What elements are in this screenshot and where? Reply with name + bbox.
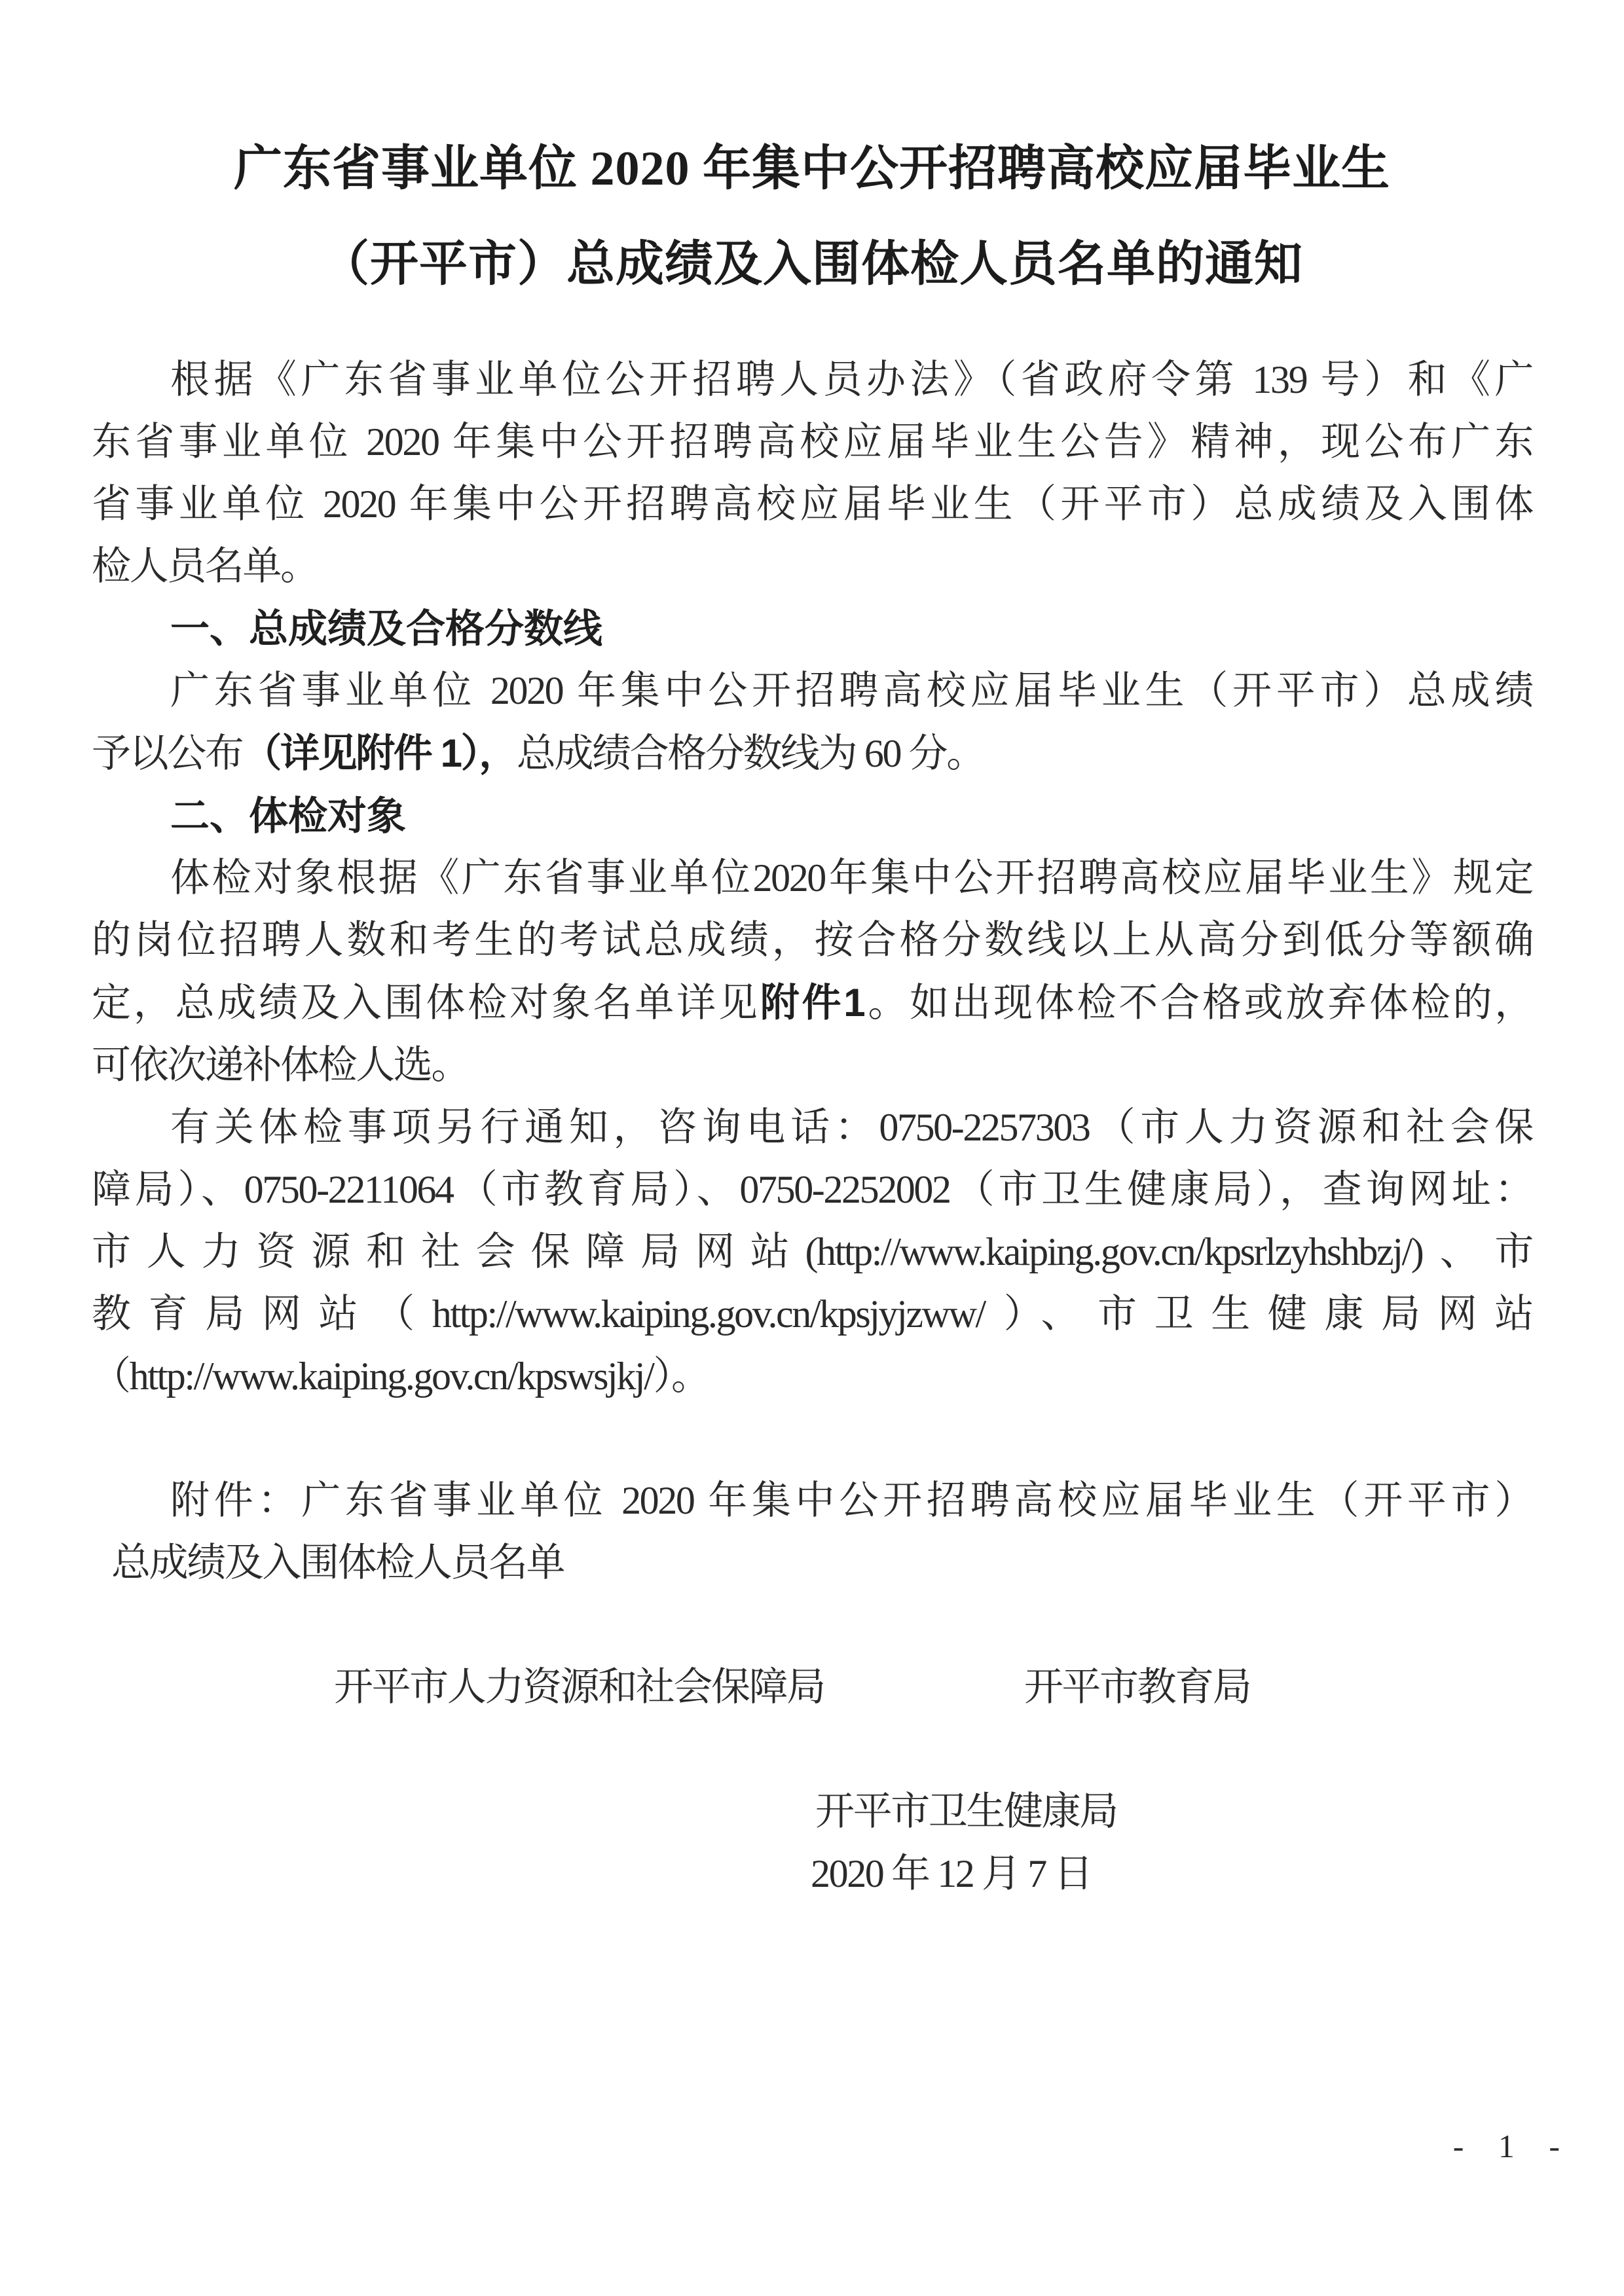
text-segment: 开平市人力资源和社会保障局 [334,1666,824,1709]
section-2-heading: 二、体检对象 [170,794,406,838]
text-line [92,411,1532,473]
text-line [92,1034,1532,1097]
text-line [92,1097,1532,1159]
blank-line [92,1719,1532,1781]
notice-body [92,349,1532,1905]
title-line-1: 广东省事业单位 2020 年集中公开招聘高校应届毕业生 [234,142,1390,196]
text-segment: 2020 年 12 月 7 日 [811,1852,1092,1895]
text-line [92,660,1532,722]
signature-row [92,1656,1532,1719]
section-2-paragraph [92,847,1532,1097]
attachment-paragraph [92,1470,1532,1594]
text-line [92,1345,1532,1408]
text-segment: 省事业单位 2020 年集中公开招聘高校应届毕业生（开平市）总成绩及入围体 [92,483,1532,526]
text-line [92,1470,1532,1532]
text-segment: 开平市卫生健康局 [815,1790,1117,1833]
text-segment: 东省事业单位 2020 年集中公开招聘高校应届毕业生公告》精神，现公布广东 [92,420,1532,464]
text-line [92,1283,1532,1345]
text-line [92,1781,1532,1843]
text-line [92,1656,1532,1719]
text-segment: 检人员名单。 [92,545,318,588]
intro-paragraph [92,349,1532,598]
text-segment: 附件：广东省事业单位 2020 年集中公开招聘高校应届毕业生（开平市） [170,1479,1532,1522]
text-segment: 总成绩合格分数线为 60 分。 [516,732,984,775]
text-segment: 教育局网站（http://www.kaiping.gov.cn/kpsjyjzww/）、市卫生健康局网站 [92,1292,1532,1336]
section-1-paragraph [92,660,1532,785]
section-1-heading: 一、总成绩及合格分数线 [170,607,602,651]
text-line [92,909,1532,972]
title-line-2: （开平市）总成绩及入围体检人员名单的通知 [321,238,1303,291]
page-number: - 1 - [1452,2128,1564,2164]
text-segment: （http://www.kaiping.gov.cn/kpswsjkj/）。 [92,1355,709,1398]
text-segment: 广东省事业单位 2020 年集中公开招聘高校应届毕业生（开平市）总成绩 [170,669,1532,712]
text-line [92,1221,1532,1283]
bold-text-segment: 附件1 [760,981,864,1025]
text-segment: 总成绩及入围体检人员名单 [111,1541,564,1584]
notice-content [92,121,1532,1905]
text-segment: 体检对象根据《广东省事业单位2020年集中公开招聘高校应届毕业生》规定 [170,856,1532,900]
text-line [92,722,1532,785]
text-line [92,972,1532,1034]
text-line [92,536,1532,598]
text-segment: 市人力资源和社会保障局网站(http://www.kaiping.gov.cn/kpsrlzyhshbzj/)、市 [92,1230,1532,1273]
text-segment: 定，总成绩及入围体检对象名单详见 [92,981,760,1025]
text-segment: 可依次递补体检人选。 [92,1044,469,1087]
text-line [92,1159,1532,1221]
contact-paragraph [92,1097,1532,1408]
notice-title [92,121,1532,312]
text-segment: 的岗位招聘人数和考生的考试总成绩，按合格分数线以上从高分到低分等额确 [92,919,1532,962]
bold-text-segment: （详见附件 1）， [242,731,517,775]
text-line [92,473,1532,536]
text-line [92,1532,1532,1594]
text-segment: 有关体检事项另行通知，咨询电话：0750-2257303（市人力资源和社会保 [170,1106,1532,1149]
signature-issuer-date [92,1781,1532,1905]
text-line [92,1843,1532,1905]
text-segment: 予以公布 [92,732,243,775]
text-segment: 根据《广东省事业单位公开招聘人员办法》（省政府令第 139 号）和《广 [170,358,1532,401]
blank-line [92,1408,1532,1470]
text-line [92,847,1532,909]
text-line [92,349,1532,411]
text-segment: 。如出现体检不合格或放弃体检的， [864,981,1532,1025]
text-segment: 开平市教育局 [1024,1666,1251,1709]
text-segment: 障局）、0750-2211064（市教育局）、0750-2252002（市卫生健康局），查询网址： [92,1168,1532,1211]
blank-line [92,1594,1532,1656]
